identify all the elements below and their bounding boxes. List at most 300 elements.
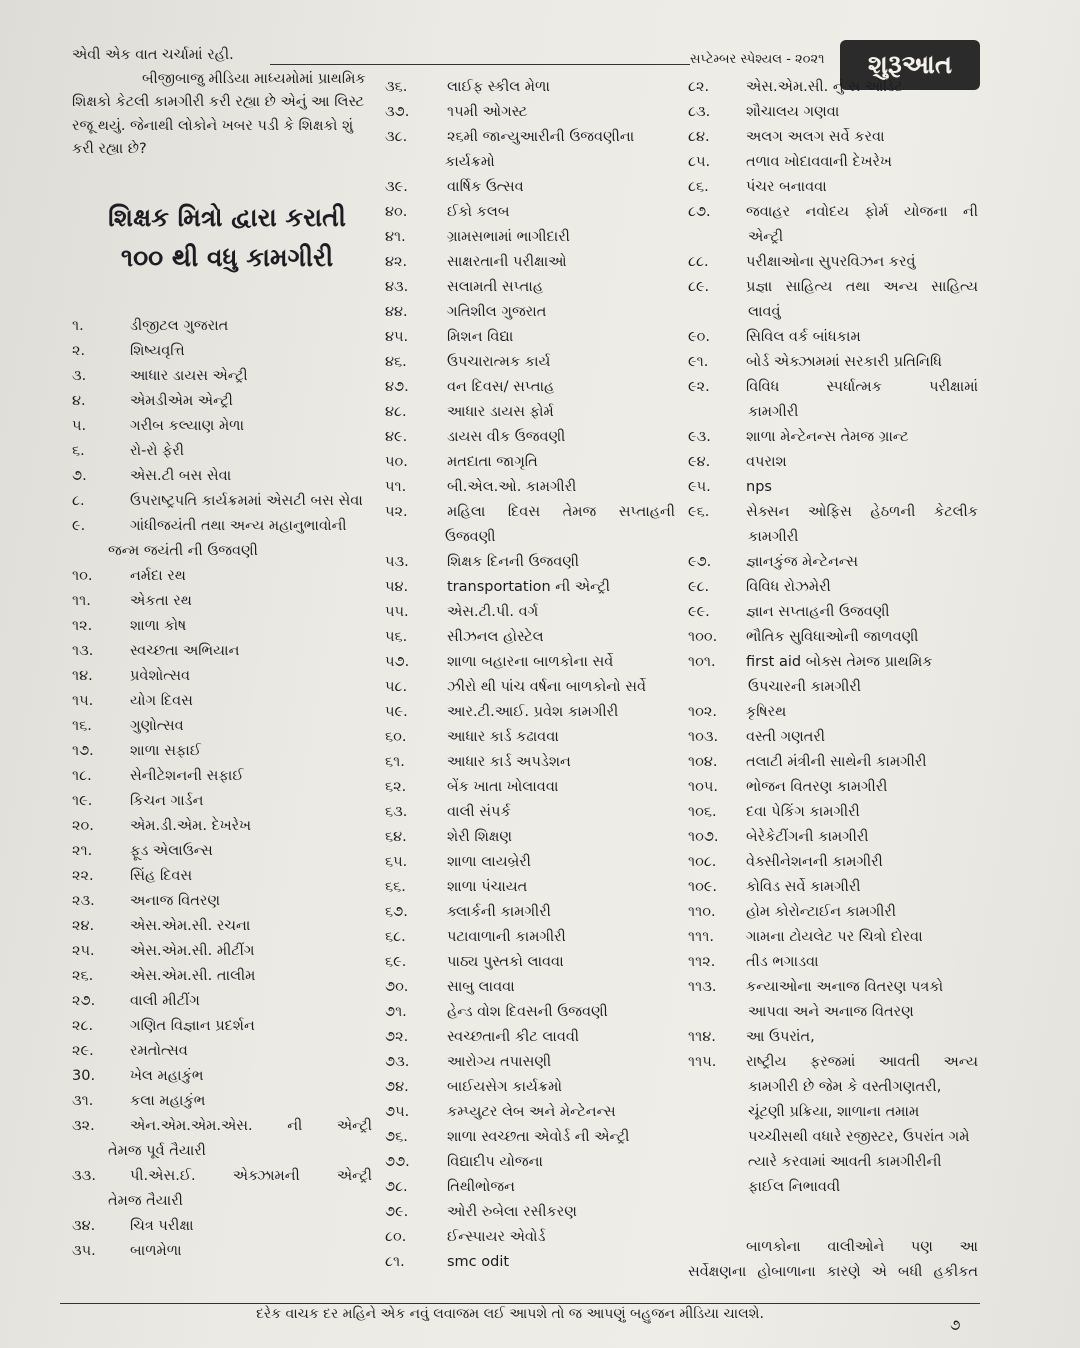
list-item: [688, 150, 978, 175]
item-text: કલા મહાકુંભ: [130, 1093, 206, 1109]
list-item: [72, 1064, 372, 1089]
item-number: ૩.: [72, 368, 87, 384]
item-number: ૯૬.: [688, 504, 710, 520]
list-item: [688, 900, 978, 925]
closing-line-1: બાળકોના વાલીઓને પણ આ: [746, 1239, 978, 1255]
item-text: આધાર ડાયસ એન્ટ્રી: [130, 368, 248, 384]
item-text: શાળા બહારના બાળકોના સર્વે: [447, 654, 614, 670]
item-number: ૯૧.: [688, 354, 709, 370]
list-item: [385, 425, 675, 450]
list-item: [72, 339, 372, 364]
item-number: ૧૯.: [72, 793, 93, 809]
list-item-continuation: તેમજ પૂર્વ તૈયારી: [108, 1143, 206, 1159]
item-number: ૩૭.: [385, 104, 410, 120]
item-number: ૨૮.: [72, 1018, 94, 1034]
item-number: ૧૧૪.: [688, 1029, 716, 1045]
list-item: [688, 375, 978, 400]
list-item: [688, 250, 978, 275]
list-item: [385, 300, 675, 325]
list-item: [688, 75, 978, 100]
list-item: [385, 325, 675, 350]
item-text: કોવિડ સર્વે કામગીરી: [746, 879, 861, 895]
item-text: જ્ઞાન સપ્તાહની ઉજવણી: [746, 604, 890, 620]
list-item: [72, 939, 372, 964]
item-text: વિદ્યાદીપ યોજના: [447, 1154, 543, 1170]
heading-line-2: ૧૦૦ થી વધુ કામગીરી: [120, 243, 334, 272]
item-number: ૧૦૫.: [688, 779, 718, 795]
item-text: સલામતી સપ્તાહ: [447, 279, 544, 295]
item-text: તળાવ ખોદાવવાની દેખરેખ: [746, 154, 892, 170]
list-item: [688, 725, 978, 750]
list-item: [688, 775, 978, 800]
item-number: ૭૪.: [385, 1079, 409, 1095]
list-item: [385, 625, 675, 650]
list-item: [72, 564, 372, 589]
item-number: ૨૫.: [72, 943, 95, 959]
item-number: ૧૦૩.: [688, 729, 719, 745]
item-text: સેક્સન ઓફિસ હેઠળની કેટલીક: [746, 504, 978, 520]
list-item: [688, 875, 978, 900]
list-item: [72, 839, 372, 864]
item-number: ૯૮.: [688, 579, 710, 595]
list-item: [385, 225, 675, 250]
item-text: તલાટી મંત્રીની સાથેની કામગીરી: [746, 754, 927, 770]
list-item: [72, 789, 372, 814]
list-item: [385, 175, 675, 200]
list-item: [385, 575, 675, 600]
item-number: ૪૦.: [385, 204, 408, 220]
item-text: વાલી સંપર્ક: [447, 804, 511, 820]
item-text: મહિલા દિવસ તેમજ સપ્તાહની: [447, 504, 675, 520]
item-text: આધાર ડાયસ ફોર્મ: [447, 404, 554, 420]
item-number: ૧૧૧.: [688, 929, 714, 945]
item-text: પટાવાળાની કામગીરી: [447, 929, 566, 945]
item-text: ખેલ મહાકુંભ: [130, 1068, 204, 1084]
item-number: ૧૧૦.: [688, 904, 716, 920]
item-text: ફૂડ એલાઉન્સ: [130, 843, 213, 859]
item-text: first aid બોક્સ તેમજ પ્રાથમિક: [746, 654, 933, 670]
item-text: તિથીભોજન: [447, 1179, 515, 1195]
list-item: [385, 125, 675, 150]
list-item: [385, 750, 675, 775]
item-text: શાળા કોષ: [130, 618, 187, 634]
item-text: શાળા લાયબ્રેરી: [447, 854, 531, 870]
item-text: transportation ની એન્ટ્રી: [447, 579, 610, 595]
list-item: [385, 400, 675, 425]
list-item-continuation: આપવા અને અનાજ વિતરણ: [748, 1004, 914, 1020]
item-text: યોગ દિવસ: [130, 693, 193, 709]
item-text: પરીક્ષાઓના સુપરવિઝન કરવું: [746, 254, 916, 270]
list-item: [688, 825, 978, 850]
item-text: બી.એલ.ઓ. કામગીરી: [447, 479, 577, 495]
item-number: ૬૬.: [385, 879, 406, 895]
item-number: ૧૭.: [72, 743, 94, 759]
item-number: ૯૭.: [688, 554, 712, 570]
item-number: ૬૩.: [385, 804, 408, 820]
list-item: [385, 375, 675, 400]
list-item: [688, 500, 978, 525]
list-item: [385, 850, 675, 875]
list-item: [385, 900, 675, 925]
item-number: ૮૦.: [385, 1229, 407, 1245]
item-text: ઉપરાષ્ટ્રપતિ કાર્યક્રમમાં એસટી બસ સેવા: [130, 493, 363, 509]
list-item: [688, 975, 978, 1000]
item-text: ઓરી રુબેલા રસીકરણ: [447, 1204, 577, 1220]
item-number: ૭૯.: [385, 1204, 409, 1220]
list-item: [72, 1089, 372, 1114]
item-number: 30.: [72, 1068, 96, 1084]
item-number: ૩૬.: [385, 79, 408, 95]
item-text: ડીજીટલ ગુજરાત: [130, 318, 229, 334]
list-item: [72, 464, 372, 489]
item-number: ૮૫.: [688, 154, 711, 170]
list-item: [688, 175, 978, 200]
item-number: ૮૯.: [688, 279, 710, 295]
item-text: શાળા સફાઈ: [130, 743, 202, 759]
item-number: ૧૦૬.: [688, 804, 717, 820]
list-item: [688, 475, 978, 500]
item-text: સ્વચ્છતાની કીટ લાવવી: [447, 1029, 580, 1045]
item-text: સાક્ષરતાની પરીક્ષાઓ: [447, 254, 567, 270]
footer-rule: [60, 1303, 980, 1304]
item-text: લાઈફ સ્કીલ મેળા: [447, 79, 550, 95]
item-number: ૧૦૮.: [688, 854, 717, 870]
list-item-continuation: લાવવું: [748, 304, 781, 320]
list-item: [688, 125, 978, 150]
item-number: ૨.: [72, 343, 86, 359]
list-item: [385, 1250, 675, 1275]
item-number: ૩૪.: [72, 1218, 96, 1234]
list-item: [385, 1200, 675, 1225]
item-text: ક્લાર્કની કામગીરી: [447, 904, 551, 920]
item-number: ૨૨.: [72, 868, 94, 884]
list-item: [688, 700, 978, 725]
item-number: ૭.: [72, 468, 87, 484]
item-text: ગાંધીજયંતી તથા અન્ય મહાનુભાવોની: [130, 518, 347, 534]
list-item: [385, 475, 675, 500]
item-text: શૌચાલય ગણવા: [746, 104, 840, 120]
item-text: બેંક ખાતા ખોલાવવા: [447, 779, 559, 795]
list-item-continuation: ઉપચારની કામગીરી: [748, 679, 861, 695]
list-item: [385, 800, 675, 825]
intro-body: બીજીબાજુ મીડિયા માધ્યમોમાં પ્રાથમિક શિક્ષકો કેટલી કામગીરી કરી રહ્યા છે એનું આ લિસ્ટ રજૂ થયું. જેનાથી લોકોને ખબર પડી કે શિક્ષકો શું કરી રહ્યા છે?: [72, 70, 366, 157]
item-text: સિંહ દિવસ: [130, 868, 193, 884]
item-number: ૪૮.: [385, 404, 407, 420]
item-number: ૨૧.: [72, 843, 93, 859]
list-item: [688, 650, 978, 675]
list-item: [385, 950, 675, 975]
list-item: [688, 625, 978, 650]
item-text: શાળા સ્વચ્છતા એવોર્ડ ની એન્ટ્રી: [447, 1129, 630, 1145]
item-number: ૬૮.: [385, 929, 406, 945]
item-number: ૩૯.: [385, 179, 408, 195]
item-number: ૯૨.: [688, 379, 710, 395]
item-text: એસ.એમ.સી. રચના: [130, 918, 251, 934]
list-item: [688, 750, 978, 775]
list-item: [385, 250, 675, 275]
item-text: સ્વચ્છતા અભિયાન: [130, 643, 240, 659]
item-number: ૯૯.: [688, 604, 710, 620]
list-item: [688, 925, 978, 950]
item-number: ૮૭.: [688, 204, 711, 220]
item-number: ૧.: [72, 318, 84, 334]
list-item-continuation: જન્મ જયંતી ની ઉજવણી: [108, 543, 258, 559]
item-text: ચિત્ર પરીક્ષા: [130, 1218, 194, 1234]
item-number: ૧૦૧.: [688, 654, 716, 670]
item-number: ૩૧.: [72, 1093, 94, 1109]
item-number: ૧૦૯.: [688, 879, 718, 895]
list-item: [385, 550, 675, 575]
item-number: ૮૬.: [688, 179, 709, 195]
item-text: આ ઉપરાંત,: [746, 1029, 815, 1045]
list-item: [385, 1100, 675, 1125]
item-number: ૬૨.: [385, 779, 407, 795]
item-text: ગણિત વિજ્ઞાન પ્રદર્શન: [130, 1018, 255, 1034]
list-item: [385, 675, 675, 700]
list-item: [72, 614, 372, 639]
item-number: ૬.: [72, 443, 85, 459]
list-item: [385, 1000, 675, 1025]
item-text: ઈકો કલબ: [447, 204, 510, 220]
list-item: [72, 814, 372, 839]
item-text: વન દિવસ/ સપ્તાહ: [447, 379, 555, 395]
item-text: વિવિધ સ્પર્ધાત્મક પરીક્ષામાં: [746, 379, 978, 395]
item-number: ૬૫.: [385, 854, 408, 870]
heading-line-1: શિક્ષક મિત્રો દ્વારા કરાતી: [108, 203, 346, 232]
item-text: કૃષિરથ: [746, 704, 787, 720]
item-text: ગુણોત્સવ: [130, 718, 184, 734]
item-text: શિષ્યવૃત્તિ: [130, 343, 185, 359]
list-item: [72, 489, 372, 514]
item-text: હોમ કોરોન્ટાઈન કામગીરી: [746, 904, 897, 920]
item-number: ૮૩.: [688, 104, 711, 120]
item-number: ૫૪.: [385, 579, 409, 595]
item-text: શિક્ષક દિનની ઉજવણી: [447, 554, 580, 570]
list-item: [72, 1164, 372, 1189]
list-item: [72, 639, 372, 664]
list-item: [72, 989, 372, 1014]
item-number: ૪૪.: [385, 304, 408, 320]
item-number: ૨૬.: [72, 968, 94, 984]
list-item-continuation: ઉજવણી: [445, 529, 496, 545]
item-text: ઝીરો થી પાંચ વર્ષના બાળકોનો સર્વે: [447, 679, 647, 695]
item-number: ૮૨.: [688, 79, 710, 95]
item-text: ભોજન વિતરણ કામગીરી: [746, 779, 888, 795]
list-item: [385, 75, 675, 100]
item-text: વાર્ષિક ઉત્સવ: [447, 179, 524, 195]
list-item: [688, 450, 978, 475]
item-number: ૧૦૨.: [688, 704, 717, 720]
list-item: [385, 350, 675, 375]
item-text: ઉપચારાત્મક કાર્ય: [447, 354, 551, 370]
list-item: [688, 1050, 978, 1075]
item-number: ૪.: [72, 393, 86, 409]
item-text: nps: [746, 479, 772, 495]
item-number: ૬૧.: [385, 754, 405, 770]
item-number: ૫૧.: [385, 479, 407, 495]
item-number: ૯૦.: [688, 329, 710, 345]
list-item: [72, 1014, 372, 1039]
item-number: ૬૯.: [385, 954, 407, 970]
issue-label: સપ્ટેમ્બર સ્પેશ્યલ - ૨૦૨૧: [690, 52, 825, 67]
item-text: એસ.એમ.સી. તાલીમ: [130, 968, 256, 984]
article-heading: [92, 198, 362, 278]
task-list-column-3: [688, 75, 978, 1200]
item-text: ૧૫મી ઓગસ્ટ: [447, 104, 528, 120]
item-text: એકતા રથ: [130, 593, 192, 609]
list-item: [385, 200, 675, 225]
item-text: પ્રવેશોત્સવ: [130, 668, 191, 684]
item-text: આધાર કાર્ડ અપડેશન: [447, 754, 571, 770]
list-item: [688, 600, 978, 625]
item-text: જ્ઞાનકુંજ મેન્ટેનન્સ: [746, 554, 858, 570]
item-number: ૩૨.: [72, 1118, 95, 1134]
list-item: [688, 950, 978, 975]
list-item: [72, 739, 372, 764]
item-number: ૧૪.: [72, 668, 93, 684]
closing-paragraph: [688, 1235, 978, 1285]
item-number: ૪૧.: [385, 229, 406, 245]
item-text: અલગ અલગ સર્વે કરવા: [746, 129, 885, 145]
item-number: ૭૨.: [385, 1029, 409, 1045]
list-item: [688, 1025, 978, 1050]
item-number: ૩૫.: [72, 1243, 96, 1259]
item-text: ભૌતિક સુવિધાઓની જાળવણી: [746, 629, 919, 645]
item-text: સાબુ લાવવા: [447, 979, 515, 995]
item-text: હેન્ડ વોશ દિવસની ઉજવણી: [447, 1004, 608, 1020]
item-number: ૯૫.: [688, 479, 711, 495]
item-text: જવાહર નવોદય ફોર્મ યોજના ની: [746, 204, 978, 220]
item-number: ૧૧.: [72, 593, 91, 609]
item-number: ૪૨.: [385, 254, 408, 270]
item-text: સિવિલ વર્ક બાંધકામ: [746, 329, 861, 345]
item-number: ૮.: [72, 493, 85, 509]
list-item: [72, 1239, 372, 1264]
list-item: [385, 1225, 675, 1250]
item-number: ૭૧.: [385, 1004, 407, 1020]
list-item: [688, 275, 978, 300]
item-text: વેક્સીનેશનની કામગીરી: [746, 854, 883, 870]
item-number: ૨૪.: [72, 918, 95, 934]
item-number: ૮૧.: [385, 1254, 405, 1270]
list-item: [72, 764, 372, 789]
list-item: [385, 700, 675, 725]
item-text: એમડીએમ એન્ટ્રી: [130, 393, 233, 409]
item-number: ૫.: [72, 418, 87, 434]
item-number: ૬૭.: [385, 904, 408, 920]
list-item: [72, 389, 372, 414]
list-item: [72, 689, 372, 714]
item-text: smc odit: [447, 1254, 510, 1270]
item-text: રાષ્ટ્રીય ફરજમાં આવતી અન્ય: [746, 1054, 978, 1070]
item-text: રમતોત્સવ: [130, 1043, 188, 1059]
item-number: ૫૮.: [385, 679, 408, 695]
list-item: [72, 314, 372, 339]
intro-line: એવી એક વાત ચર્ચામાં રહી.: [72, 47, 234, 63]
item-number: ૫૦.: [385, 454, 408, 470]
item-number: ૯૪.: [688, 454, 711, 470]
item-number: ૯.: [72, 518, 86, 534]
item-number: ૮૮.: [688, 254, 709, 270]
item-text: ઈન્સ્પાયર એવોર્ડ: [447, 1229, 546, 1245]
list-item: [385, 100, 675, 125]
task-list-column-1: [72, 314, 372, 1264]
item-text: ૨૬મી જાન્યુઆરીની ઉજવણીના: [447, 129, 635, 145]
item-number: ૫૬.: [385, 629, 408, 645]
item-number: ૬૪.: [385, 829, 407, 845]
item-number: ૮૪.: [688, 129, 710, 145]
item-text: એસ.ટી.પી. વર્ગ: [447, 604, 539, 620]
item-text: એન.એમ.એમ.એસ. ની એન્ટ્રી: [130, 1118, 372, 1134]
item-text: કિચન ગાર્ડન: [130, 793, 204, 809]
item-number: ૧૩.: [72, 643, 94, 659]
intro-paragraph: [72, 44, 372, 162]
item-number: ૯૩.: [688, 429, 711, 445]
list-item: [72, 664, 372, 689]
list-item: [385, 275, 675, 300]
list-item: [72, 964, 372, 989]
list-item: [385, 1050, 675, 1075]
item-text: ગામના ટોયલેટ પર ચિત્રો દોરવા: [746, 929, 923, 945]
item-text: સેનીટેશનની સફાઈ: [130, 768, 244, 784]
page-number: ૭: [950, 1316, 961, 1334]
item-text: શાળા પંચાયત: [447, 879, 528, 895]
list-item: [385, 825, 675, 850]
list-item: [385, 1125, 675, 1150]
list-item: [688, 425, 978, 450]
item-text: બાઈયસેગ કાર્યક્રમો: [447, 1079, 562, 1095]
item-number: ૧૨.: [72, 618, 93, 634]
item-number: ૭૬.: [385, 1129, 408, 1145]
masthead-logo: શુરૂઆત: [840, 40, 980, 90]
item-text: એસ.એમ.સી. નું સ ઓડિટ: [746, 79, 903, 95]
list-item: [688, 575, 978, 600]
list-item: [385, 600, 675, 625]
item-text: પાઠ્ય પુસ્તકો લાવવા: [447, 954, 564, 970]
list-item: [385, 775, 675, 800]
list-item: [385, 650, 675, 675]
list-item-continuation: કામગીરી છે જેમ કે વસ્તીગણતરી, ચૂંટણી પ્રક્રિયા, શાળાના તમામ પચ્ચીસથી વધારે રજીસ્ટર, ઉપરાંત ગમે ત્યારે કરવામાં આવતી કામગીરીની ફાઈલ નિભાવવી: [748, 1079, 970, 1195]
item-text: રો-રો ફેરી: [130, 443, 185, 459]
list-item: [72, 1214, 372, 1239]
item-text: શેરી શિક્ષણ: [447, 829, 513, 845]
item-number: ૨૯.: [72, 1043, 94, 1059]
list-item: [72, 364, 372, 389]
item-number: ૬૦.: [385, 729, 407, 745]
item-number: ૧૦૪.: [688, 754, 718, 770]
list-item: [688, 200, 978, 225]
item-number: ૫૨.: [385, 504, 408, 520]
item-text: એમ.ડી.એમ. દેખરેખ: [130, 818, 252, 834]
item-text: નર્મદા રથ: [130, 568, 186, 584]
item-text: અનાજ વિતરણ: [130, 893, 221, 909]
item-number: ૧૦૦.: [688, 629, 718, 645]
item-text: દવા પેકિંગ કામગીરી: [746, 804, 860, 820]
item-number: ૭૩.: [385, 1054, 410, 1070]
list-item: [72, 439, 372, 464]
item-number: ૧૦.: [72, 568, 93, 584]
list-item: [385, 1150, 675, 1175]
list-item: [385, 975, 675, 1000]
item-number: ૭૦.: [385, 979, 409, 995]
list-item-continuation: કામગીરી: [748, 529, 799, 545]
item-text: કન્યાઓના અનાજ વિતરણ પત્રકો: [746, 979, 944, 995]
item-number: ૭૫.: [385, 1104, 410, 1120]
list-item: [385, 1075, 675, 1100]
item-text: ગ્રામસભામાં ભાગીદારી: [447, 229, 570, 245]
item-text: પ્રજ્ઞા સાહિત્ય તથા અન્ય સાહિત્ય: [746, 279, 978, 295]
item-text: મતદાતા જાગૃતિ: [447, 454, 538, 470]
